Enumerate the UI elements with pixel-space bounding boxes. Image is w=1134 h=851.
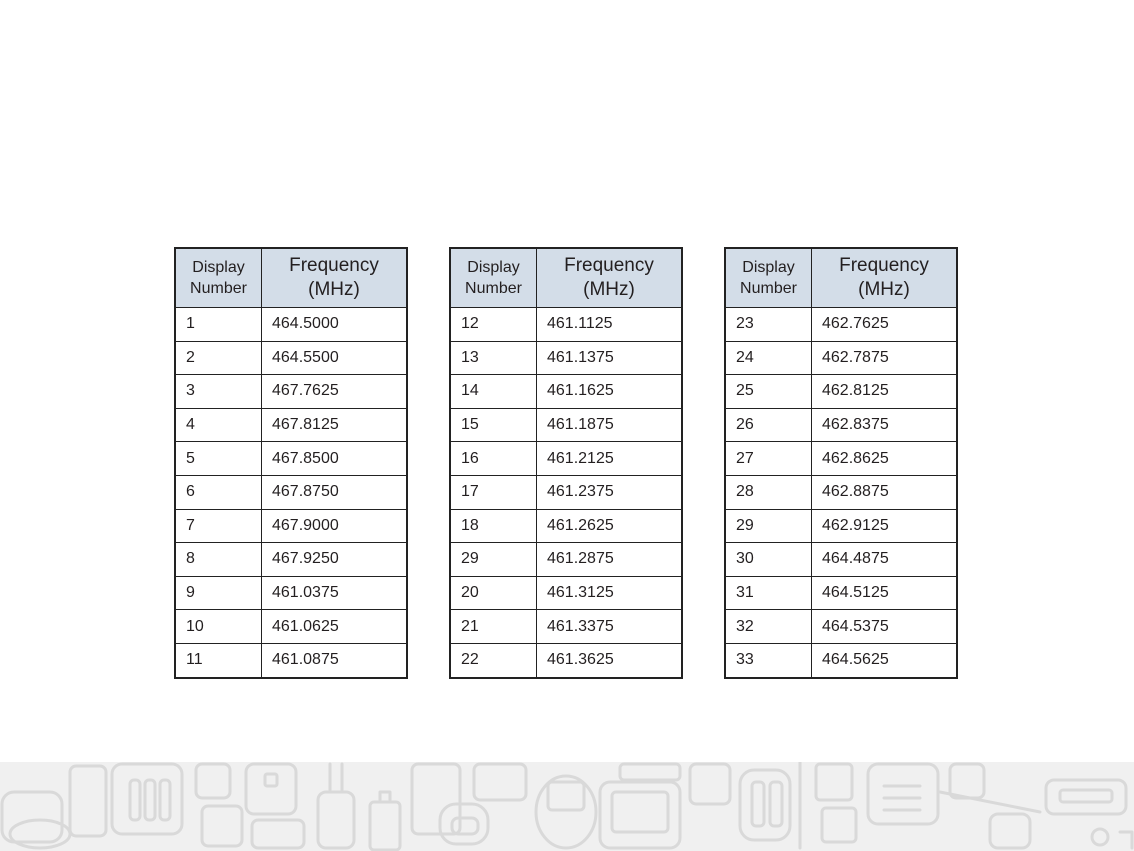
display-number-cell: 2 [175,341,262,375]
table-header-row [450,248,682,308]
table-header-row [725,248,957,308]
frequency-cell: 464.4875 [812,543,958,577]
display-number-cell: 9 [175,576,262,610]
frequency-cell: 461.2125 [537,442,683,476]
header-number-label: Number [465,280,522,297]
header-number-label: Number [740,280,797,297]
header-display-number [175,248,262,308]
table-row [725,341,957,375]
display-number-cell: 20 [450,576,537,610]
display-number-cell: 29 [725,509,812,543]
display-number-cell: 22 [450,643,537,677]
header-number-label: Number [190,280,247,297]
header-display-label: Display [742,259,795,276]
display-number-cell: 11 [175,643,262,677]
frequency-cell: 461.1375 [537,341,683,375]
table-row [450,408,682,442]
header-unit-label: (MHz) [583,279,635,300]
display-number-cell: 32 [725,610,812,644]
frequency-cell: 461.0375 [262,576,408,610]
frequency-cell: 461.3125 [537,576,683,610]
display-number-cell: 5 [175,442,262,476]
table-row [450,475,682,509]
frequency-cell: 467.9000 [262,509,408,543]
display-number-cell: 6 [175,475,262,509]
display-number-cell: 28 [725,475,812,509]
frequency-cell: 467.9250 [262,543,408,577]
header-frequency-label: Frequency [289,255,379,276]
frequency-cell: 461.0875 [262,643,408,677]
table-row [175,308,407,342]
display-number-cell: 4 [175,408,262,442]
frequency-cell: 464.5000 [262,308,408,342]
display-number-cell: 17 [450,475,537,509]
table-row [175,543,407,577]
frequency-cell: 461.2875 [537,543,683,577]
table-row [725,576,957,610]
table-row [175,576,407,610]
display-number-cell: 15 [450,408,537,442]
display-number-cell: 29 [450,543,537,577]
table-row [175,341,407,375]
frequency-table-3 [724,247,958,679]
frequency-cell: 462.8125 [812,375,958,409]
table-row [450,543,682,577]
display-number-cell: 3 [175,375,262,409]
frequency-cell: 462.8875 [812,475,958,509]
display-number-cell: 31 [725,576,812,610]
table-header-row [175,248,407,308]
table-row [450,509,682,543]
frequency-cell: 467.8750 [262,475,408,509]
header-display-number [450,248,537,308]
table-row [725,308,957,342]
display-number-cell: 26 [725,408,812,442]
display-number-cell: 33 [725,643,812,677]
frequency-cell: 464.5375 [812,610,958,644]
footer-decoration [0,762,1134,851]
table-row [450,341,682,375]
display-number-cell: 24 [725,341,812,375]
frequency-table-1 [174,247,408,679]
table-row [725,509,957,543]
display-number-cell: 10 [175,610,262,644]
header-frequency-label: Frequency [839,255,929,276]
table-row [175,610,407,644]
display-number-cell: 12 [450,308,537,342]
display-number-cell: 23 [725,308,812,342]
header-display-number [725,248,812,308]
table-row [725,610,957,644]
display-number-cell: 8 [175,543,262,577]
display-number-cell: 27 [725,442,812,476]
table-row [450,610,682,644]
frequency-cell: 462.7875 [812,341,958,375]
frequency-cell: 467.7625 [262,375,408,409]
display-number-cell: 7 [175,509,262,543]
table-row [725,475,957,509]
table-row [725,543,957,577]
frequency-cell: 461.0625 [262,610,408,644]
frequency-cell: 461.3625 [537,643,683,677]
frequency-cell: 464.5125 [812,576,958,610]
header-frequency [262,248,408,308]
display-number-cell: 14 [450,375,537,409]
table-row [175,643,407,677]
frequency-cell: 462.8625 [812,442,958,476]
table-row [175,408,407,442]
display-number-cell: 21 [450,610,537,644]
frequency-cell: 461.2375 [537,475,683,509]
frequency-cell: 464.5625 [812,643,958,677]
frequency-cell: 461.1125 [537,308,683,342]
frequency-table-2 [449,247,683,679]
table-row [725,442,957,476]
table-row [450,643,682,677]
table-row [725,643,957,677]
header-frequency [537,248,683,308]
header-display-label: Display [467,259,520,276]
table-row [450,442,682,476]
table-row [175,509,407,543]
table-row [175,475,407,509]
frequency-cell: 461.3375 [537,610,683,644]
display-number-cell: 30 [725,543,812,577]
table-row [725,408,957,442]
table-row [175,442,407,476]
frequency-cell: 464.5500 [262,341,408,375]
header-frequency [812,248,958,308]
frequency-cell: 462.7625 [812,308,958,342]
frequency-cell: 461.1625 [537,375,683,409]
frequency-cell: 461.2625 [537,509,683,543]
table-row [450,375,682,409]
display-number-cell: 18 [450,509,537,543]
frequency-cell: 461.1875 [537,408,683,442]
table-row [725,375,957,409]
display-number-cell: 1 [175,308,262,342]
header-frequency-label: Frequency [564,255,654,276]
display-number-cell: 13 [450,341,537,375]
frequency-cell: 462.9125 [812,509,958,543]
frequency-cell: 467.8125 [262,408,408,442]
table-row [175,375,407,409]
frequency-cell: 462.8375 [812,408,958,442]
header-unit-label: (MHz) [308,279,360,300]
table-row [450,576,682,610]
header-unit-label: (MHz) [858,279,910,300]
radio-devices-pattern-icon [0,762,1134,851]
header-display-label: Display [192,259,245,276]
frequency-cell: 467.8500 [262,442,408,476]
display-number-cell: 16 [450,442,537,476]
display-number-cell: 25 [725,375,812,409]
table-row [450,308,682,342]
